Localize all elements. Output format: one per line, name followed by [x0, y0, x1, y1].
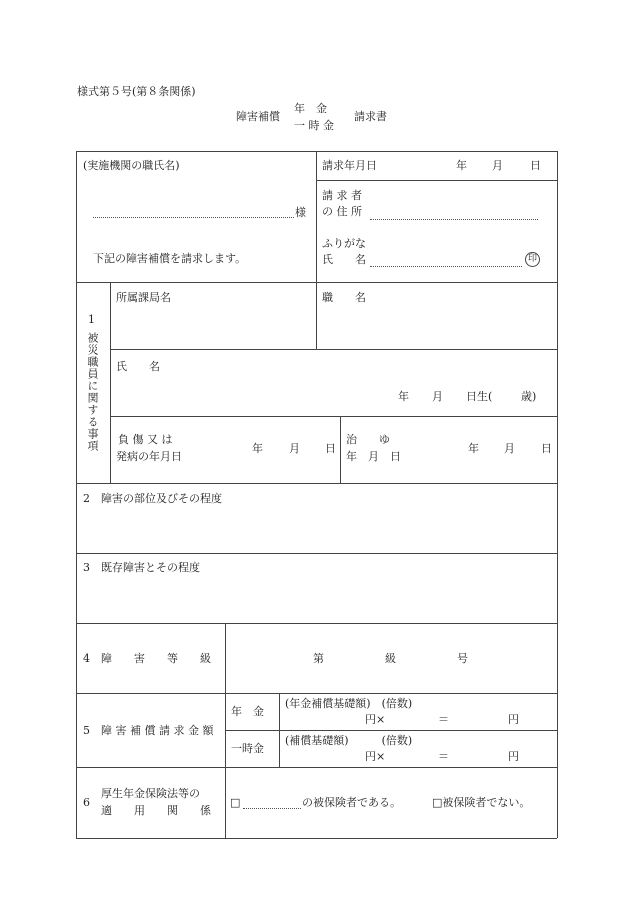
cure-month: 月 — [504, 442, 515, 455]
agency-name-line[interactable] — [93, 217, 294, 218]
pension-label: 年 金 — [231, 705, 264, 718]
claimant-address-label-2: の 住 所 — [322, 205, 362, 218]
title-prefix: 障害補償 — [236, 110, 280, 123]
injury-month: 月 — [289, 442, 300, 455]
lump-equals: ＝ — [438, 750, 449, 763]
age-label: 歳) — [521, 390, 537, 403]
insured-text: の被保険者である。 — [302, 796, 401, 809]
request-date-day: 日 — [530, 159, 541, 172]
insurance-name-line[interactable] — [243, 808, 301, 809]
victim-name-label: 氏 名 — [116, 360, 160, 373]
lump-basis-label: (補償基礎額) (倍数) — [285, 734, 413, 747]
cure-day: 日 — [541, 442, 552, 455]
section1-side-label: 被災職員に関する事項 — [86, 332, 99, 452]
birth-year: 年 — [398, 390, 409, 403]
injury-date-label-2: 発病の年月日 — [116, 450, 182, 463]
agency-label: (実施機関の職氏名) — [83, 159, 180, 172]
insured-checkbox[interactable]: □ — [230, 796, 241, 809]
section4-label: 障 害 等 級 — [101, 652, 211, 665]
section6-label-1: 厚生年金保険法等の — [101, 787, 200, 800]
furigana-label: ふりがな — [322, 237, 366, 250]
injury-year: 年 — [252, 442, 263, 455]
sama-label: 様 — [295, 206, 306, 219]
section6-number: 6 — [83, 796, 90, 809]
pension-equals: ＝ — [438, 713, 449, 726]
pension-yen-times: 円× — [365, 713, 386, 726]
claimant-name-label: 氏 名 — [322, 253, 366, 266]
claimant-name-line[interactable] — [370, 266, 522, 267]
injury-date-label-1: 負 傷 又 は — [118, 433, 173, 446]
title-suffix: 請求書 — [354, 110, 387, 123]
pension-basis-label: (年金補償基礎額) (倍数) — [285, 697, 413, 710]
pension-yen: 円 — [508, 713, 519, 726]
grade-go: 号 — [457, 652, 468, 665]
section4-number: 4 — [83, 652, 90, 665]
section5-number: 5 — [83, 724, 90, 737]
dept-label: 所属課局名 — [116, 291, 171, 304]
lump-yen-times: 円× — [365, 750, 386, 763]
birth-month: 月 — [432, 390, 443, 403]
section2-label: 2 障害の部位及びその程度 — [83, 492, 222, 505]
lump-sum-label: 一時金 — [231, 742, 264, 755]
injury-day: 日 — [325, 442, 336, 455]
seal-mark — [525, 252, 540, 267]
cure-label-1: 治 ゆ — [346, 433, 390, 446]
not-insured-option[interactable]: □被保険者でない。 — [432, 796, 531, 809]
claimant-address-line[interactable] — [370, 219, 538, 220]
cure-label-2: 年 月 日 — [346, 450, 401, 463]
title-pension: 年 金 — [294, 102, 327, 115]
request-date-year: 年 — [456, 159, 467, 172]
lump-yen: 円 — [508, 750, 519, 763]
form-number: 様式第５号(第８条関係) — [77, 85, 196, 98]
grade-kyu: 級 — [385, 652, 396, 665]
section6-label-2: 適 用 関 係 — [101, 804, 211, 817]
job-title-label: 職 名 — [322, 291, 366, 304]
section1-number: 1 — [88, 313, 95, 326]
claimant-address-label-1: 請 求 者 — [322, 189, 362, 202]
seal-char: 印 — [525, 252, 540, 267]
request-date-month: 月 — [492, 159, 503, 172]
request-date-label: 請求年月日 — [322, 159, 377, 172]
section5-label: 障 害 補 償 請 求 金 額 — [101, 724, 214, 737]
grade-dai: 第 — [313, 652, 324, 665]
request-text: 下記の障害補償を請求します。 — [93, 252, 247, 265]
cure-year: 年 — [468, 442, 479, 455]
title-lump-sum: 一 時 金 — [294, 119, 334, 132]
birth-day-label: 日生( — [466, 390, 493, 403]
section3-label: 3 既存障害とその程度 — [83, 561, 200, 574]
